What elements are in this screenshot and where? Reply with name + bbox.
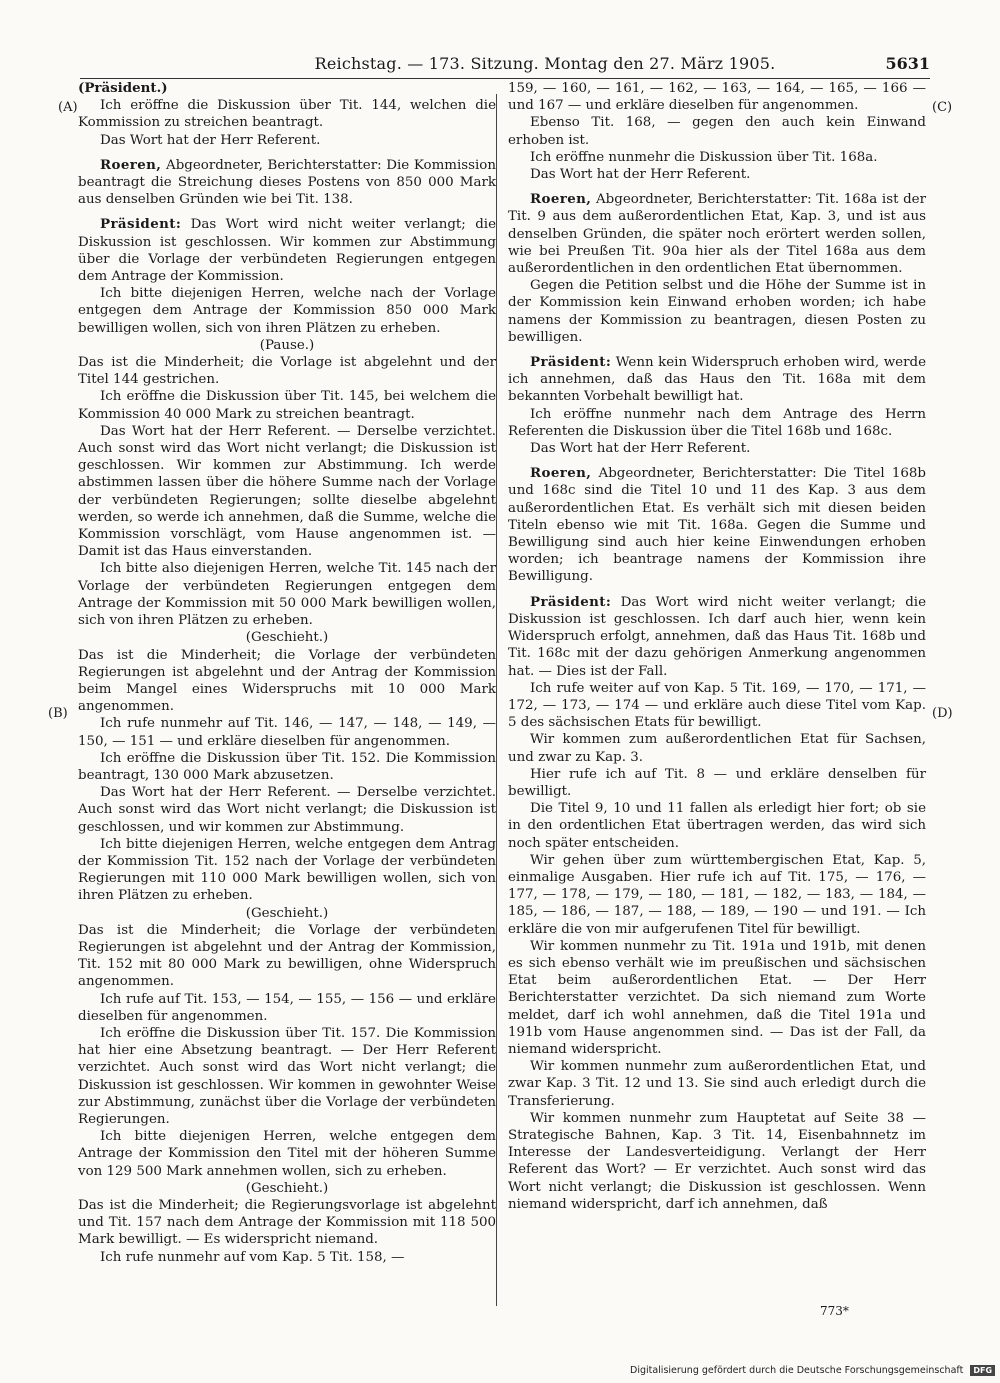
column-divider <box>496 94 497 1306</box>
paragraph <box>78 836 496 905</box>
paragraph <box>78 1197 496 1249</box>
paragraph <box>508 766 926 800</box>
paragraph <box>78 132 496 149</box>
paragraph <box>508 406 926 440</box>
paragraph-text: Ich eröffne nunmehr die Diskussion über Tit. 168a. <box>530 149 878 165</box>
right-column <box>508 80 926 1213</box>
paragraph-text: Das ist die Minderheit; die Vorlage ist abgelehnt und der Titel 144 gestrichen. <box>78 355 496 388</box>
paragraph <box>78 80 496 97</box>
paragraph <box>78 388 496 422</box>
paragraph-text: Wir gehen über zum württembergischen Etat, Kap. 5, einmalige Ausgaben. Hier rufe ich auf Tit. 175, — 176, — 177, — 178, — 179, — 180, — 181, — 182, — 183, — 184, — 185, — 186, — 187, — 188, — 189, — 190 — und 191. — Ich erkläre die von mir aufgerufenen Titel für bewilligt. <box>508 852 926 937</box>
paragraph-text: Ich eröffne die Diskussion über Tit. 145, bei welchem die Kommission 40 000 Mark zu streichen beantragt. <box>78 389 496 422</box>
paragraph-text: Abgeordneter, Berichterstatter: Die Titel 168b und 168c sind die Titel 10 und 11 des Kap. 3 aus dem außerordentlichen Etat. Es verhält sich mit diesen beiden Titeln ebenso wie mit Tit. 168a. Gegen die Summe und Bewilligung sind auch hier keine Einwendungen erhoben worden; ich beantrage namens der Kommission ihre Bewilligung. <box>508 466 926 585</box>
paragraph-text: Das Wort hat der Herr Referent. — Derselbe verzichtet. Auch sonst wird das Wort nicht verlangt; die Diskussion ist geschlossen. Wir kommen zur Abstimmung. Ich werde abstimmen lassen über die höhere Summe nach der Vorlage der verbündeten Regierungen; sollte dieselbe abgelehnt werden, so werde ich annehmen, daß die Summe, welche die Kommission vorschlägt, vom Hause angenommen ist. — Damit ist das Haus einverstanden. <box>78 423 496 560</box>
speaker-name: Roeren, <box>530 465 592 482</box>
footer-text: Digitalisierung gefördert durch die Deutsche Forschungsgemeinschaft <box>630 1365 964 1376</box>
paragraph-text: Ebenso Tit. 168, — gegen den auch kein Einwand erhoben ist. <box>508 115 926 148</box>
paragraph-text: (Geschieht.) <box>245 1180 329 1196</box>
paragraph <box>78 750 496 784</box>
paragraph-text: Das ist die Minderheit; die Regierungsvorlage ist abgelehnt und Tit. 157 nach dem Antrage der Kommission mit 118 500 Mark bewilligt. — Es widerspricht niemand. <box>78 1198 496 1248</box>
paragraph <box>78 337 496 354</box>
paragraph <box>508 680 926 732</box>
paragraph <box>508 852 926 938</box>
paragraph <box>508 191 926 277</box>
paragraph-text: Wir kommen nunmehr zum Hauptetat auf Seite 38 — Strategische Bahnen, Kap. 3 Tit. 14, Eisenbahnnetz im Interesse der Landesverteidigung. Verlangt der Herr Referent das Wort? — Er verzichtet. Auch sonst wird das Wort nicht verlangt; die Diskussion ist geschlossen. Wenn niemand widerspricht, darf ich annehmen, daß <box>508 1110 926 1212</box>
paragraph-text: Das ist die Minderheit; die Vorlage der verbündeten Regierungen ist abgelehnt und der Antrag der Kommission, Tit. 152 mit 80 000 Mark zu bewilligen, ohne Widerspruch angenommen. <box>78 922 496 990</box>
paragraph <box>78 285 496 337</box>
paragraph-text: Ich rufe nunmehr auf vom Kap. 5 Tit. 158, — <box>100 1249 405 1265</box>
page-number: 5631 <box>885 54 930 73</box>
paragraph-text: Abgeordneter, Berichterstatter: Die Kommission beantragt die Streichung dieses Postens von 850 000 Mark aus denselben Gründen wie bei Tit. 138. <box>78 157 496 208</box>
paragraph <box>78 784 496 836</box>
margin-mark-c: (C) <box>932 100 953 115</box>
paragraph <box>78 629 496 646</box>
paragraph <box>508 114 926 148</box>
margin-mark-d: (D) <box>932 706 953 721</box>
paragraph-text: Die Titel 9, 10 und 11 fallen als erledigt hier fort; ob sie in den ordentlichen Etat übertragen werden, das wird sich noch später entscheiden. <box>508 801 926 851</box>
paragraph-text: Gegen die Petition selbst und die Höhe der Summe ist in der Kommission kein Einwand erhoben worden; ich habe namens der Kommission zu beantragen, diesen Posten zu bewilligen. <box>508 278 926 345</box>
paragraph-text: Wenn kein Widerspruch erhoben wird, werde ich annehmen, daß das Haus den Tit. 168a mit dem bekannten Vorbehalt bewilligt hat. <box>508 355 926 405</box>
paragraph <box>508 80 926 114</box>
paragraph-text: Ich rufe auf Tit. 153, — 154, — 155, — 156 — und erkläre dieselben für angenommen. <box>78 991 496 1024</box>
running-title: Reichstag. — 173. Sitzung. Montag den 27. März 1905. <box>314 54 776 73</box>
signature-mark: 773* <box>820 1304 849 1318</box>
paragraph-text: Abgeordneter, Berichterstatter: Tit. 168a ist der Tit. 9 aus dem außerordentlichen Etat, Kap. 3, und ist aus denselben Gründen, die später noch erörtert werden sollen, wie bei Preußen Tit. 90a hier als der Titel 168a aus dem außerordentlichen in den ordentlichen Etat übernommen. <box>508 192 926 277</box>
paragraph-text: Ich eröffne die Diskussion über Tit. 144, welchen die Kommission zu streichen beantragt. <box>78 98 496 131</box>
paragraph-text: Ich bitte also diejenigen Herren, welche Tit. 145 nach der Vorlage der verbündeten Regierungen entgegen dem Antrage der Kommission mit 50 000 Mark bewilligen wollen, sich von ihren Plätzen zu erheben. <box>78 561 496 629</box>
paragraph-text: Wir kommen zum außerordentlichen Etat für Sachsen, und zwar zu Kap. 3. <box>508 732 926 765</box>
paragraph-text: Das Wort wird nicht weiter verlangt; die Diskussion ist geschlossen. Wir kommen zur Abstimmung über die Vorlage der verbündeten Regierungen entgegen dem Antrage der Kommission. <box>78 217 496 285</box>
paragraph-text: Ich bitte diejenigen Herren, welche nach der Vorlage entgegen dem Antrage der Kommission 850 000 Mark bewilligen wollen, sich von ihren Plätzen zu erheben. <box>78 286 496 336</box>
paragraph-text: Das Wort hat der Herr Referent. <box>100 132 321 148</box>
left-column <box>78 80 496 1266</box>
paragraph-text: (Präsident.) <box>78 80 168 96</box>
paragraph <box>78 97 496 131</box>
paragraph <box>78 423 496 561</box>
paragraph <box>508 938 926 1058</box>
paragraph <box>78 560 496 629</box>
paragraph-text: Ich eröffne die Diskussion über Tit. 157. Die Kommission hat hier eine Absetzung beantragt. — Der Herr Referent verzichtet. Auch sonst wird das Wort nicht verlangt; die Diskussion ist geschlossen. Wir kommen in gewohnter Weise zur Abstimmung, zunächst über die Vorlage der verbündeten Regierungen. <box>78 1025 496 1127</box>
paragraph <box>78 1249 496 1266</box>
paragraph-text: (Geschieht.) <box>245 905 329 921</box>
paragraph-text: Ich rufe nunmehr auf Tit. 146, — 147, — 148, — 149, — 150, — 151 — und erkläre dieselben für angenommen. <box>78 716 496 749</box>
paragraph-text: Hier rufe ich auf Tit. 8 — und erkläre denselben für bewilligt. <box>508 766 926 799</box>
paragraph-text: Ich eröffne nunmehr nach dem Antrage des Herrn Referenten die Diskussion über die Titel 168b und 168c. <box>508 406 926 439</box>
paragraph <box>508 277 926 346</box>
speaker-name: Präsident: <box>100 216 182 233</box>
paragraph <box>78 1025 496 1128</box>
speaker-name: Roeren, <box>530 191 592 208</box>
margin-mark-b: (B) <box>48 706 68 721</box>
paragraph-text: Das Wort hat der Herr Referent. <box>530 441 751 457</box>
paragraph-text: Ich bitte diejenigen Herren, welche entgegen dem Antrage der Kommission den Titel mit der höheren Summe von 129 500 Mark annehmen wollen, sich zu erheben. <box>78 1129 496 1179</box>
paragraph-text: Wir kommen nunmehr zu Tit. 191a und 191b, mit denen es sich ebenso verhält wie im preußischen und sächsischen Etat beim außerordentlichen Etat. — Der Herr Berichterstatter verzichtet. Da sich niemand zum Worte meldet, darf ich wohl annehmen, daß die Titel 191a und 191b vom Hause angenommen sind. — Das ist der Fall, da niemand widerspricht. <box>508 938 926 1057</box>
paragraph <box>78 991 496 1025</box>
paragraph-text: Ich bitte diejenigen Herren, welche entgegen dem Antrag der Kommission Tit. 152 nach der Vorlage der verbündeten Regierungen mit 110 000 Mark bewilligen wollen, sich von ihren Plätzen zu erheben. <box>78 836 496 904</box>
speaker-name: Präsident: <box>530 354 612 371</box>
running-header <box>80 52 930 76</box>
paragraph-text: 159, — 160, — 161, — 162, — 163, — 164, — 165, — 166 — und 167 — und erkläre dieselben für angenommen. <box>508 81 926 114</box>
paragraph <box>508 149 926 166</box>
paragraph <box>78 216 496 285</box>
paragraph <box>508 166 926 183</box>
paragraph-text: (Pause.) <box>259 337 315 353</box>
paragraph-text: Das ist die Minderheit; die Vorlage der verbündeten Regierungen ist abgelehnt und der Antrag der Kommission beim Mangel eines Widerspruchs mit 10 000 Mark angenommen. <box>78 647 496 715</box>
dfg-logo: DFG <box>970 1365 995 1376</box>
paragraph <box>78 157 496 209</box>
speaker-name: Roeren, <box>100 156 162 173</box>
paragraph <box>508 1058 926 1110</box>
speaker-name: Präsident: <box>530 593 612 610</box>
paragraph <box>78 1180 496 1197</box>
paragraph <box>78 905 496 922</box>
paragraph-text: Das Wort wird nicht weiter verlangt; die Diskussion ist geschlossen. Ich darf auch hier, wenn kein Widerspruch erfolgt, annehmen, daß das Haus Tit. 168b und Tit. 168c mit der dazu gehörigen Anmerkung angenommen hat. — Dies ist der Fall. <box>508 594 926 679</box>
paragraph <box>508 1110 926 1213</box>
paragraph <box>508 440 926 457</box>
paragraph-text: Das Wort hat der Herr Referent. — Derselbe verzichtet. Auch sonst wird das Wort nicht verlangt; die Diskussion ist geschlossen, und wir kommen zur Abstimmung. <box>78 785 496 835</box>
paragraph <box>508 594 926 680</box>
paragraph-text: Ich rufe weiter auf von Kap. 5 Tit. 169, — 170, — 171, — 172, — 173, — 174 — und erkläre auch diese Titel vom Kap. 5 des sächsischen Etats für bewilligt. <box>508 680 926 731</box>
paragraph <box>78 715 496 749</box>
footer <box>630 1365 995 1376</box>
margin-mark-a: (A) <box>58 100 78 115</box>
paragraph <box>508 465 926 585</box>
paragraph <box>78 922 496 991</box>
paragraph-text: (Geschieht.) <box>245 630 329 646</box>
header-rule <box>80 78 930 79</box>
paragraph <box>78 647 496 716</box>
paragraph-text: Wir kommen nunmehr zum außerordentlichen Etat, und zwar Kap. 3 Tit. 12 und 13. Sie sind auch erledigt durch die Transferierung. <box>508 1059 926 1109</box>
paragraph-text: Ich eröffne die Diskussion über Tit. 152. Die Kommission beantragt, 130 000 Mark abzusetzen. <box>78 750 496 783</box>
paragraph <box>78 354 496 388</box>
paragraph <box>508 731 926 765</box>
paragraph <box>508 354 926 406</box>
paragraph <box>78 1128 496 1180</box>
paragraph <box>508 800 926 852</box>
paragraph-text: Das Wort hat der Herr Referent. <box>530 167 751 183</box>
